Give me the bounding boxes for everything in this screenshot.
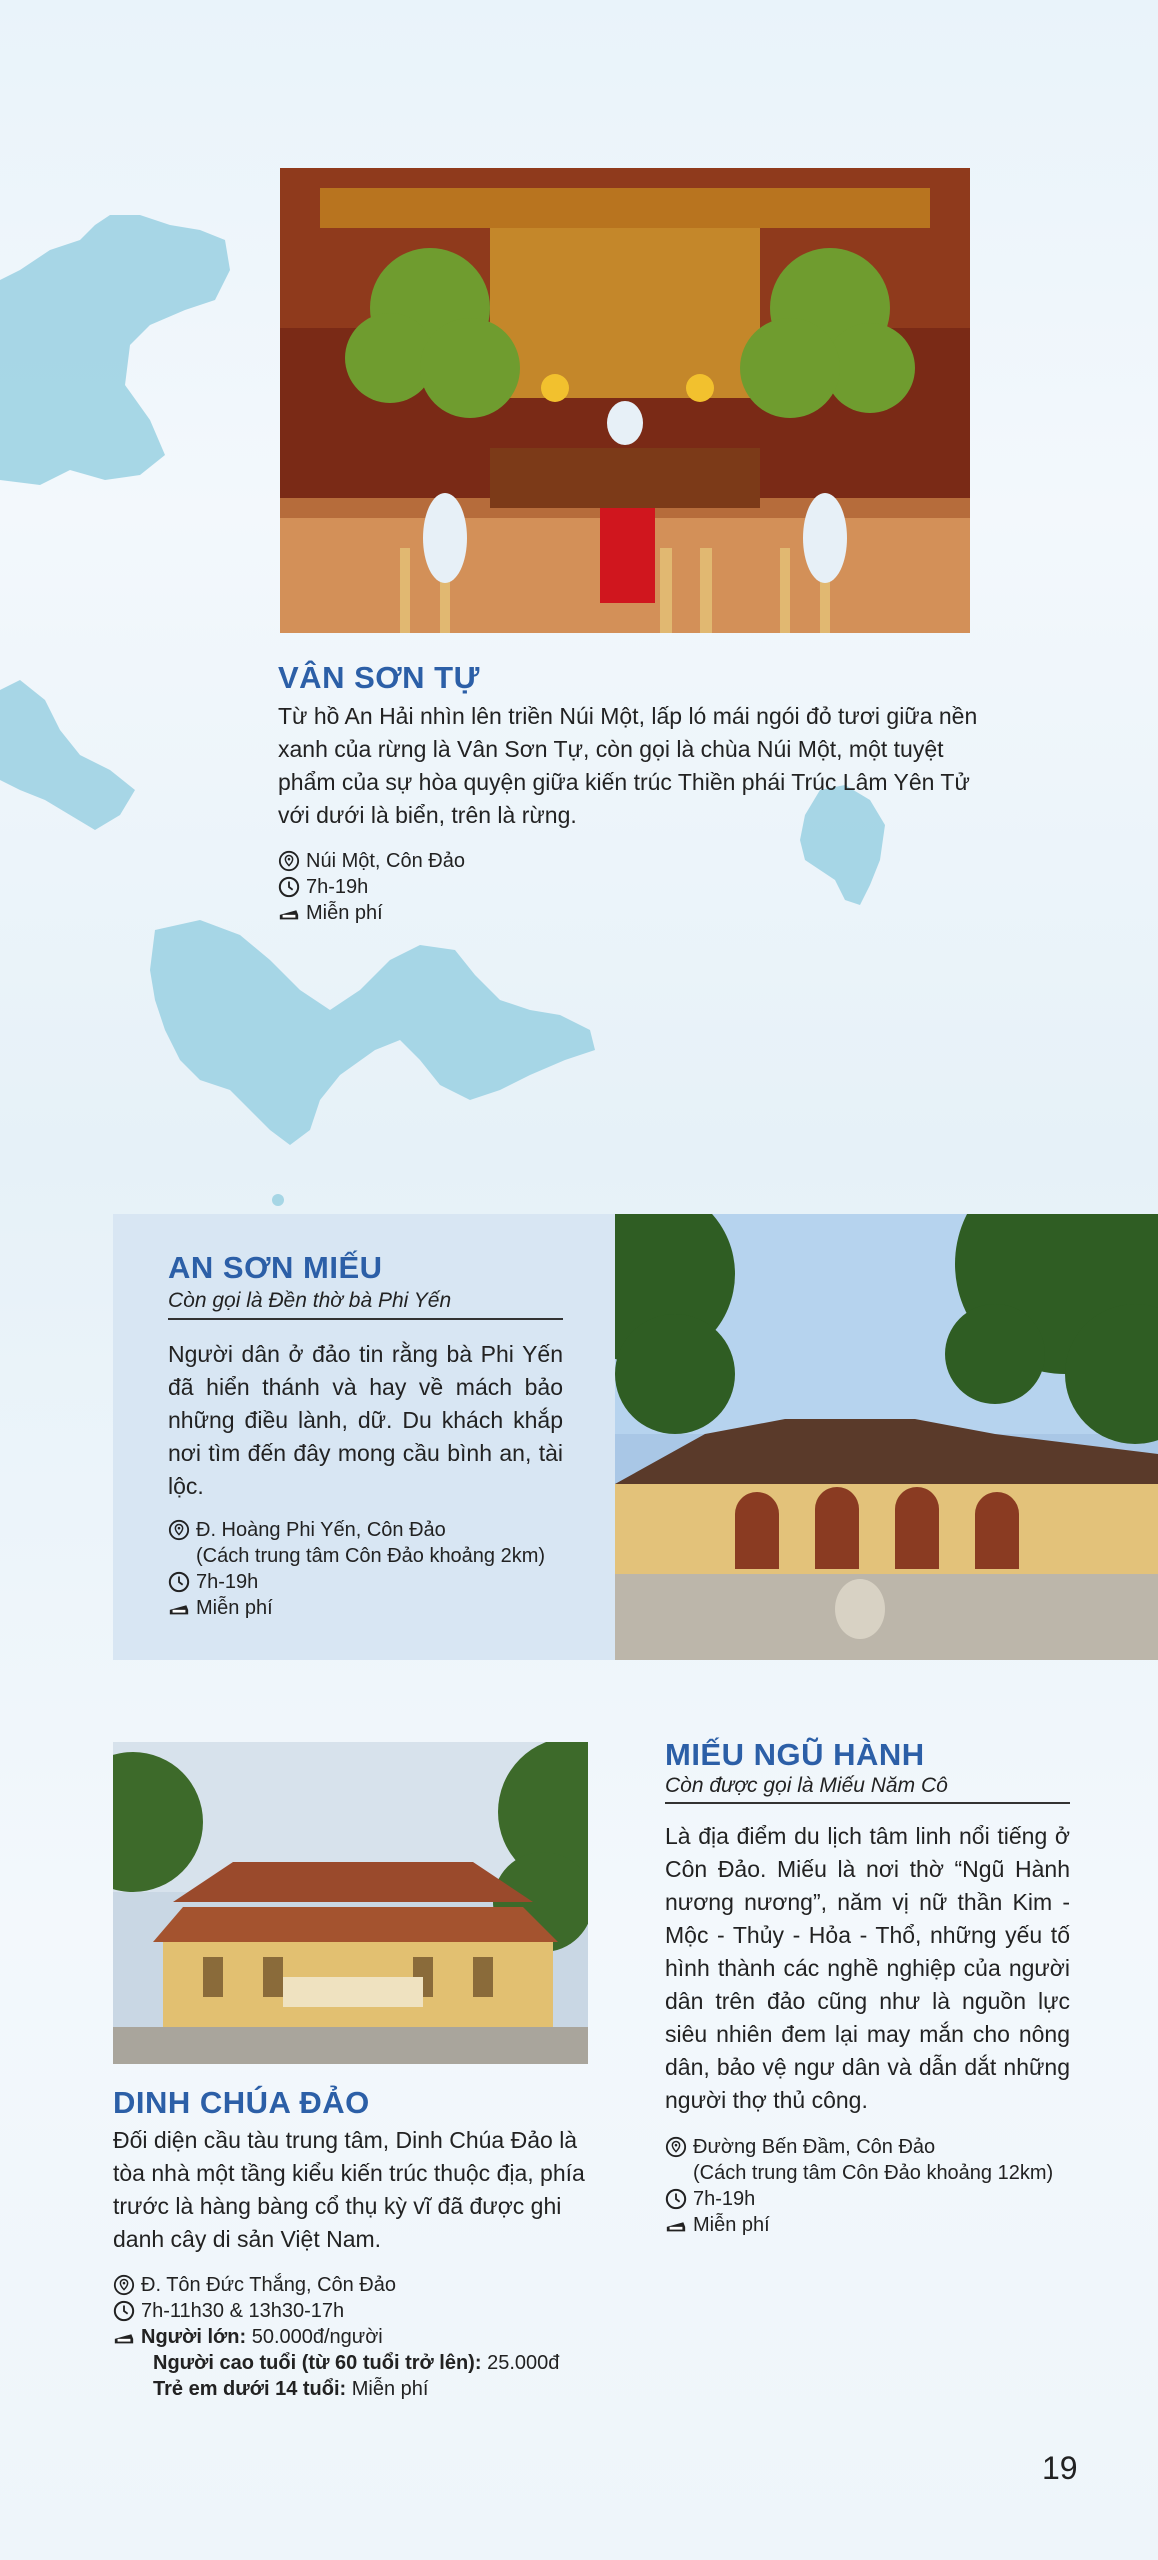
hours-text: 7h-19h [693, 2188, 756, 2210]
location-pin-icon [113, 2272, 141, 2298]
mieu-ngu-hanh-divider [665, 1802, 1070, 1804]
location-text: Đường Bến Đầm, Côn Đảo [693, 2136, 936, 2158]
price-text: Miễn phí [196, 1597, 273, 1619]
hours-row [113, 2298, 613, 2324]
price-row [278, 900, 778, 926]
van-son-tu-info [278, 848, 778, 926]
an-son-mieu-divider [168, 1318, 563, 1320]
price-row [168, 1595, 598, 1621]
location-row [168, 1517, 598, 1569]
price-child-label: Trẻ em dưới 14 tuổi: [153, 2378, 347, 2400]
hours-row [168, 1569, 598, 1595]
location-text: Đ. Hoàng Phi Yến, Côn Đảo [196, 1519, 446, 1541]
location-text: Đ. Tôn Đức Thắng, Côn Đảo [141, 2274, 396, 2296]
dinh-chua-dao-description: Đối diện cầu tàu trung tâm, Dinh Chúa Đảo là tòa nhà một tầng kiểu kiến trúc thuộc địa, phía trước là hàng bàng cổ thụ kỳ vĩ đã được ghi danh cây di sản Việt Nam. [113, 2127, 585, 2252]
location-text: Núi Một, Côn Đảo [306, 850, 465, 872]
mieu-ngu-hanh-info [665, 2134, 1115, 2238]
hours-row [278, 874, 778, 900]
location-note: (Cách trung tâm Côn Đảo khoảng 2km) [196, 1545, 546, 1567]
clock-icon [168, 1569, 196, 1595]
price-child-row [113, 2376, 613, 2402]
mieu-ngu-hanh-subtitle: Còn được gọi là Miếu Năm Cô [665, 1774, 948, 1797]
location-pin-icon [278, 848, 306, 874]
an-son-mieu-subtitle: Còn gọi là Đền thờ bà Phi Yến [168, 1289, 452, 1312]
dinh-chua-dao-photo [113, 1742, 588, 2064]
price-text: Miễn phí [306, 902, 383, 924]
hours-text: 7h-19h [196, 1571, 259, 1593]
location-row [278, 848, 778, 874]
an-son-mieu-photo [615, 1214, 1158, 1660]
price-adult: 50.000đ/người [251, 2326, 383, 2348]
dinh-chua-dao-info [113, 2272, 613, 2402]
van-son-tu-photo [280, 168, 970, 633]
an-son-mieu-title: AN SƠN MIẾU [168, 1250, 383, 1285]
clock-icon [278, 874, 306, 900]
ticket-icon [665, 2212, 693, 2238]
location-row [665, 2134, 1115, 2186]
an-son-mieu-info [168, 1517, 598, 1621]
price-text: Miễn phí [693, 2214, 770, 2236]
location-note: (Cách trung tâm Côn Đảo khoảng 12km) [693, 2162, 1054, 2184]
location-pin-icon [168, 1517, 196, 1543]
ticket-icon [113, 2324, 141, 2350]
clock-icon [665, 2186, 693, 2212]
mieu-ngu-hanh-title: MIẾU NGŨ HÀNH [665, 1737, 925, 1772]
van-son-tu-description: Từ hồ An Hải nhìn lên triền Núi Một, lấp ló mái ngói đỏ tươi giữa nền xanh của rừng là Vân Sơn Tự, còn gọi là chùa Núi Một, một tuyệt phẩm của sự hòa quyện giữa kiến trúc Thiền phái Trúc Lâm Yên Tử với dưới là biển, trên là rừng. [278, 703, 978, 828]
price-senior-label: Người cao tuổi (từ 60 tuổi trở lên): [153, 2352, 482, 2374]
hours-text: 7h-11h30 & 13h30-17h [141, 2300, 345, 2322]
dinh-chua-dao-title: DINH CHÚA ĐẢO [113, 2085, 370, 2120]
price-adult-label: Người lớn: [141, 2326, 247, 2348]
ticket-icon [168, 1595, 196, 1621]
price-child: Miễn phí [351, 2378, 429, 2400]
ticket-icon [278, 900, 306, 926]
van-son-tu-title: VÂN SƠN TỰ [278, 660, 480, 695]
page-number: 19 [1042, 2450, 1078, 2486]
price-senior: 25.000đ [487, 2352, 560, 2374]
location-row [113, 2272, 613, 2298]
price-row [113, 2324, 613, 2350]
an-son-mieu-description: Người dân ở đảo tin rằng bà Phi Yến đã hiển thánh và hay về mách bảo những điều lành, dữ. Du khách khắp nơi tìm đến đây mong cầu bình an, tài lộc. [168, 1341, 563, 1499]
location-pin-icon [665, 2134, 693, 2160]
hours-text: 7h-19h [306, 876, 369, 898]
price-senior-row [113, 2350, 613, 2376]
mieu-ngu-hanh-description: Là địa điểm du lịch tâm linh nổi tiếng ở Côn Đảo. Miếu là nơi thờ “Ngũ Hành nương nương”, năm vị nữ thần Kim - Mộc - Thủy - Hỏa - Thổ, những yếu tố hình thành các nghề nghiệp của người dân trên đảo cũng như là nguồn lực siêu nhiên đem lại may mắn cho nông dân, bảo vệ ngư dân và dẫn dắt những người thợ thủ công. [665, 1823, 1070, 2113]
price-row [665, 2212, 1115, 2238]
hours-row [665, 2186, 1115, 2212]
clock-icon [113, 2298, 141, 2324]
